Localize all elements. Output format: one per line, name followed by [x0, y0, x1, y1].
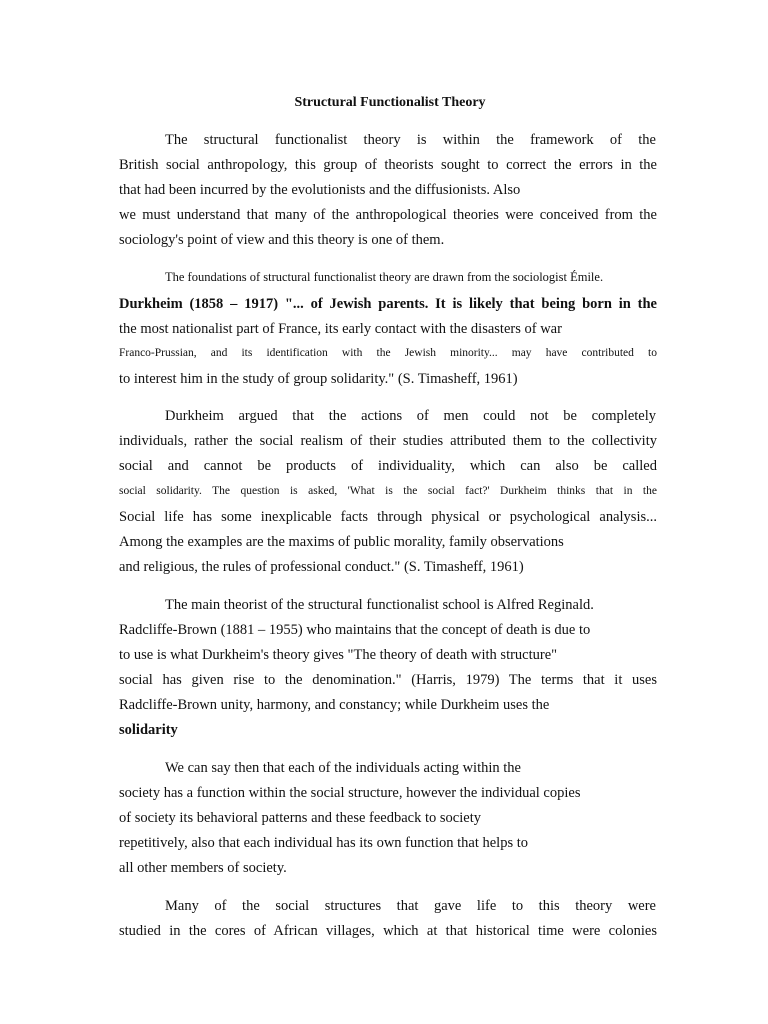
- text-line: Durkheim (1858 – 1917) "... of Jewish parents. It is likely that being born in the: [119, 296, 657, 312]
- document-title: Structural Functionalist Theory: [294, 95, 486, 110]
- text-line: Social life has some inexplicable facts through physical or psychological analysis...: [119, 509, 657, 525]
- text-line: repetitively, also that each individual has its own function that helps to: [119, 835, 528, 851]
- text-line: solidarity: [119, 722, 178, 738]
- text-line: Many of the social structures that gave life to this theory were: [165, 898, 656, 914]
- text-line: Among the examples are the maxims of public morality, family observations: [119, 534, 564, 550]
- text-line: to use is what Durkheim's theory gives "The theory of death with structure": [119, 647, 558, 663]
- text-line: The foundations of structural functionalist theory are drawn from the sociologist Émile.: [165, 270, 604, 284]
- text-line: social and cannot be products of individuality, which can also be called: [119, 458, 657, 474]
- text-line: Radcliffe-Brown (1881 – 1955) who maintains that the concept of death is due to: [119, 622, 591, 638]
- text-line: The structural functionalist theory is within the framework of the: [165, 132, 656, 148]
- text-line: the most nationalist part of France, its early contact with the disasters of war: [119, 321, 562, 337]
- text-line: social has given rise to the denomination." (Harris, 1979) The terms that it uses: [119, 672, 657, 688]
- text-line: we must understand that many of the anthropological theories were conceived from the: [119, 207, 657, 223]
- text-line: and religious, the rules of professional conduct." (S. Timasheff, 1961): [119, 559, 524, 575]
- text-line: society has a function within the social structure, however the individual copies: [119, 785, 581, 801]
- text-line: of society its behavioral patterns and these feedback to society: [119, 810, 481, 826]
- text-line: all other members of society.: [119, 860, 287, 876]
- text-line: Radcliffe-Brown unity, harmony, and constancy; while Durkheim uses the: [119, 697, 550, 713]
- text-line: The main theorist of the structural functionalist school is Alfred Reginald.: [165, 597, 594, 613]
- text-line: British social anthropology, this group of theorists sought to correct the errors in the: [119, 157, 657, 173]
- text-line: Franco-Prussian, and its identification with the Jewish minority... may have contributed to: [119, 347, 657, 359]
- text-line: sociology's point of view and this theory is one of them.: [119, 232, 445, 248]
- text-line: We can say then that each of the individuals acting within the: [165, 760, 521, 776]
- text-line: that had been incurred by the evolutionists and the diffusionists. Also: [119, 182, 521, 198]
- text-line: social solidarity. The question is asked, 'What is the social fact?' Durkheim thinks that in the: [119, 485, 657, 497]
- text-line: individuals, rather the social realism of their studies attributed them to the collectivity: [119, 433, 657, 449]
- text-line: Durkheim argued that the actions of men could not be completely: [165, 408, 656, 424]
- text-line: to interest him in the study of group solidarity." (S. Timasheff, 1961): [119, 371, 518, 387]
- text-line: studied in the cores of African villages, which at that historical time were colonies: [119, 923, 657, 939]
